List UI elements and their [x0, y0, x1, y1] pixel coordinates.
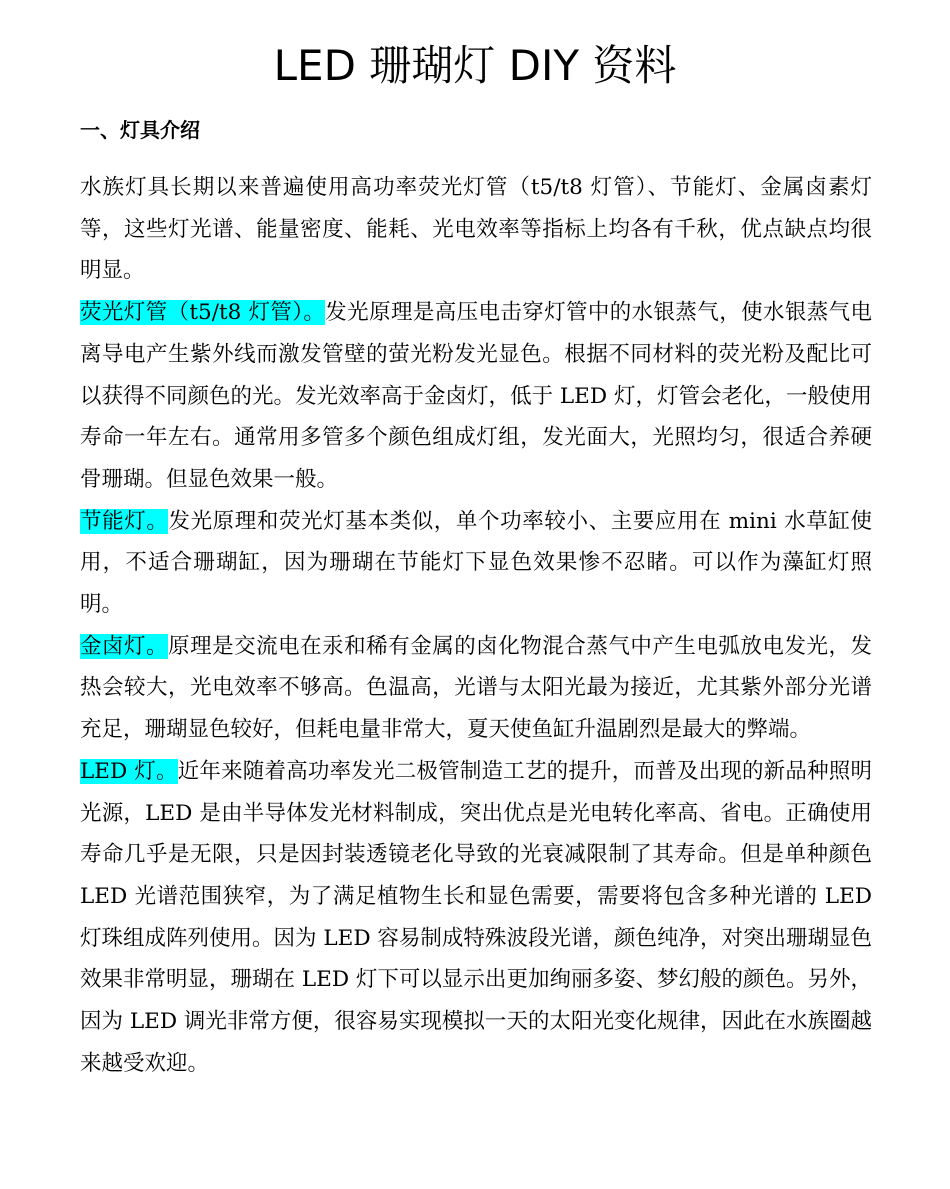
section-heading: 一、灯具介绍	[80, 118, 200, 142]
document-title: LED 珊瑚灯 DIY 资料	[273, 41, 677, 90]
energy-saving-text: 发光原理和荧光灯基本类似，单个功率较小、主要应用在 mini 水草缸使用，不适合珊瑚缸，因为珊瑚在节能灯下显色效果惨不忍睹。可以作为藻缸灯照明。	[80, 508, 872, 618]
led-paragraph	[80, 751, 872, 1085]
energy-saving-highlight-label: 节能灯。	[80, 508, 169, 534]
document-body	[80, 167, 872, 1084]
led-text: 近年来随着高功率发光二极管制造工艺的提升，而普及出现的新品种照明光源，LED 是由半导体发光材料制成，突出优点是光电转化率高、省电。正确使用寿命几乎是无限，只是因封装透镜老化导致的光衰减限制了其寿命。但是单种颜色 LED 光谱范围狭窄，为了满足植物生长和显色需要，需要将包含多种光谱的 LED 灯珠组成阵列使用。因为 LED 容易制成特殊波段光谱，颜色纯净，对突出珊瑚显色效果非常明显，珊瑚在 LED 灯下可以显示出更加绚丽多姿、梦幻般的颜色。另外，因为 LED 调光非常方便，很容易实现模拟一天的太阳光变化规律，因此在水族圈越来越受欢迎。	[80, 758, 873, 1076]
energy-saving-paragraph	[80, 501, 872, 626]
led-highlight-label: LED 灯。	[80, 758, 178, 784]
fluorescent-paragraph	[80, 292, 872, 501]
metal-halide-highlight-label: 金卤灯。	[80, 633, 169, 659]
metal-halide-paragraph	[80, 626, 872, 751]
fluorescent-text: 发光原理是高压电击穿灯管中的水银蒸气，使水银蒸气电离导电产生紫外线而激发管壁的萤光粉发光显色。根据不同材料的荧光粉及配比可以获得不同颜色的光。发光效率高于金卤灯，低于 LED 灯，灯管会老化，一般使用寿命一年左右。通常用多管多个颜色组成灯组，发光面大，光照均匀，很适合养硬骨珊瑚。但显色效果一般。	[80, 300, 872, 492]
metal-halide-text: 原理是交流电在汞和稀有金属的卤化物混合蒸气中产生电弧放电发光，发热会较大，光电效率不够高。色温高，光谱与太阳光最为接近，尤其紫外部分光谱充足，珊瑚显色较好，但耗电量非常大，夏天使鱼缸升温剧烈是最大的弊端。	[80, 633, 872, 743]
intro-paragraph: 水族灯具长期以来普遍使用高功率荧光灯管（t5/t8 灯管）、节能灯、金属卤素灯等，这些灯光谱、能量密度、能耗、光电效率等指标上均各有千秋，优点缺点均很明显。	[80, 175, 872, 284]
fluorescent-highlight-label: 荧光灯管（t5/t8 灯管）。	[80, 300, 326, 326]
